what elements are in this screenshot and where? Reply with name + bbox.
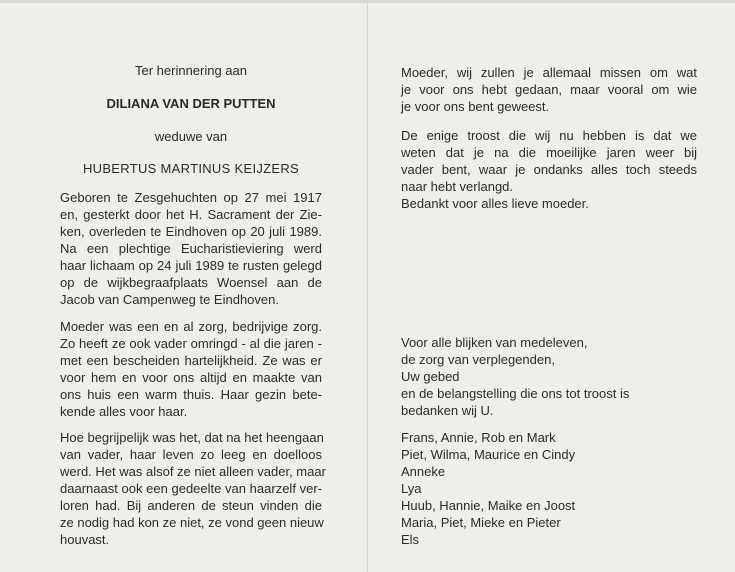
text-line: haar lichaam op 24 juli 1989 te rusten gelegd: [60, 258, 322, 273]
text-line: Moeder, wij zullen je allemaal missen om wat: [401, 65, 697, 80]
text-line: je voor ons hebt gedaan, maar vooral om wie: [401, 82, 697, 97]
family-name-line: Huub, Hannie, Maike en Joost: [401, 498, 576, 513]
text-line: Hoe begrijpelijk was het, dat na het heengaan: [60, 430, 324, 445]
text-line: Moeder was een en al zorg, bedrijvige zorg.: [60, 319, 322, 334]
text-line: van vader, haar leven zo leeg en doelloos: [60, 447, 322, 462]
text-line: kende alles voor haar.: [60, 404, 188, 419]
family-name-line: Lya: [401, 481, 422, 496]
text-line: houvast.: [60, 532, 110, 547]
family-name-line: Frans, Annie, Rob en Mark: [401, 430, 556, 445]
text-line: Na een plechtige Eucharistieviering werd: [60, 241, 322, 256]
text-line: en de belangstelling die ons tot troost is: [401, 386, 630, 401]
biography-paragraph: [60, 189, 322, 308]
care-paragraph: [60, 318, 322, 420]
loss-paragraph: [60, 429, 326, 548]
deceased-name: DILIANA VAN DER PUTTEN: [106, 96, 276, 111]
text-line: daarnaast ook een gedeelte van haarzelf ver-: [60, 481, 322, 496]
family-name-line: Piet, Wilma, Maurice en Cindy: [401, 447, 576, 462]
text-line: Uw gebed: [401, 369, 460, 384]
family-name-line: Anneke: [401, 464, 446, 479]
widow-of-text: weduwe van: [154, 129, 228, 144]
text-line: weten dat je na die moeilijke jaren weer bij: [401, 145, 697, 160]
text-line: Zo heeft ze ook vader omringd - al die jaren -: [60, 336, 322, 351]
intro-text: Ter herinnering aan: [134, 63, 248, 78]
text-line: ken, overleden te Eindhoven op 20 juli 1989.: [60, 224, 322, 239]
text-line: Bedankt voor alles lieve moeder.: [401, 196, 589, 211]
text-line: je voor ons bent geweest.: [401, 99, 550, 114]
family-name-line: Els: [401, 532, 420, 547]
text-line: ons huis een warm thuis. Haar gezin bete-: [60, 387, 322, 402]
text-line: Voor alle blijken van medeleven,: [401, 335, 588, 350]
text-line: naar hebt verlangd.: [401, 179, 514, 194]
family-list: [401, 429, 697, 548]
text-line: De enige troost die wij nu hebben is dat we: [401, 128, 697, 143]
text-line: ze nodig had kon ze niet, ze vond geen nieuw: [60, 515, 324, 530]
missing-mother-paragraph: [401, 64, 697, 115]
text-line: voor hem en voor ons altijd en maakte van: [60, 370, 322, 385]
thanks-paragraph: [401, 334, 697, 419]
text-line: loren had. Bij anderen de steun vinden die: [60, 498, 322, 513]
card-fold-line: [367, 0, 368, 572]
text-line: de zorg van verplegenden,: [401, 352, 555, 367]
comfort-paragraph: [401, 127, 697, 212]
text-line: met een bescheiden hartelijkheid. Ze was er: [60, 353, 322, 368]
text-line: op de wijkbegraafplaats Woensel aan de: [60, 275, 322, 290]
text-line: vader bent, waar je ondanks alles toch steeds: [401, 162, 697, 177]
text-line: Jacob van Campenweg te Eindhoven.: [60, 292, 279, 307]
text-line: werd. Het was alsof ze niet alleen vader, maar: [60, 464, 326, 479]
family-name-line: Maria, Piet, Mieke en Pieter: [401, 515, 561, 530]
text-line: en, gesterkt door het H. Sacrament der Zie-: [60, 207, 322, 222]
husband-name: HUBERTUS MARTINUS KEIJZERS: [82, 161, 300, 176]
text-line: bedanken wij U.: [401, 403, 494, 418]
text-line: Geboren te Zesgehuchten op 27 mei 1917: [60, 190, 322, 205]
